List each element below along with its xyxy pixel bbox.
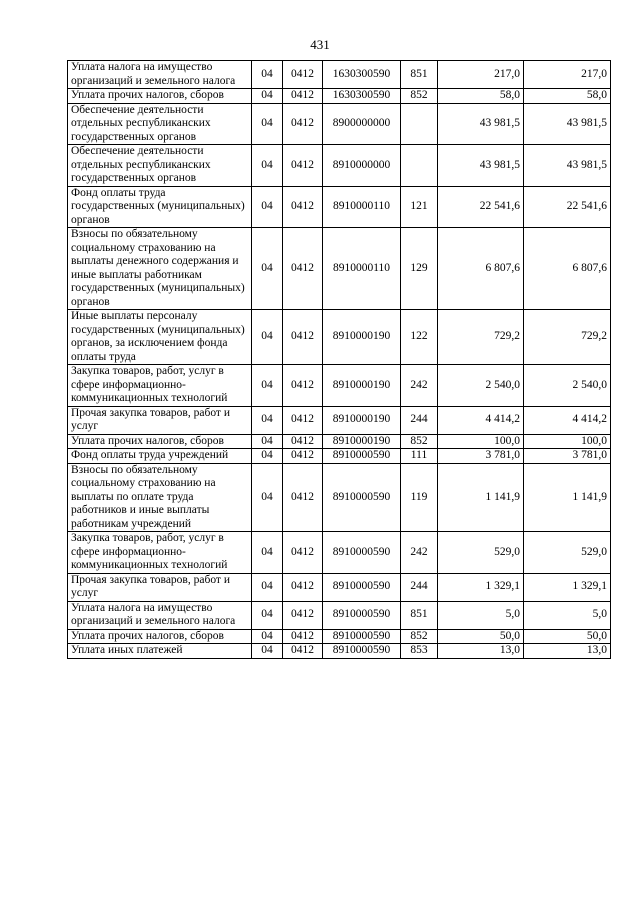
row-article-cell: 8910000190 <box>323 365 401 407</box>
row-name-cell: Иные выплаты персоналу государственных (муниципальных) органов, за исключением фонда оплаты труда <box>68 310 252 365</box>
row-subsection-cell: 0412 <box>283 228 323 310</box>
row-subsection-cell: 0412 <box>283 532 323 574</box>
row-name-cell: Уплата налога на имущество организаций и земельного налога <box>68 61 252 89</box>
row-subsection-cell: 0412 <box>283 103 323 145</box>
table-row <box>68 463 611 532</box>
row-sum1-cell: 729,2 <box>438 310 524 365</box>
table-row <box>68 145 611 187</box>
table-row <box>68 449 611 464</box>
row-section-cell: 04 <box>252 228 283 310</box>
row-sum1-cell: 100,0 <box>438 434 524 449</box>
row-sum1-cell: 50,0 <box>438 629 524 644</box>
table-row <box>68 573 611 601</box>
row-section-cell: 04 <box>252 573 283 601</box>
table-row <box>68 434 611 449</box>
row-article-cell: 8910000110 <box>323 228 401 310</box>
table-row <box>68 103 611 145</box>
row-section-cell: 04 <box>252 601 283 629</box>
row-sum2-cell: 4 414,2 <box>524 406 611 434</box>
row-kind-cell <box>401 103 438 145</box>
table-row <box>68 629 611 644</box>
row-kind-cell: 119 <box>401 463 438 532</box>
row-section-cell: 04 <box>252 532 283 574</box>
row-subsection-cell: 0412 <box>283 365 323 407</box>
row-sum2-cell: 100,0 <box>524 434 611 449</box>
row-sum1-cell: 3 781,0 <box>438 449 524 464</box>
row-section-cell: 04 <box>252 145 283 187</box>
row-name-cell: Фонд оплаты труда государственных (муниципальных) органов <box>68 186 252 228</box>
row-subsection-cell: 0412 <box>283 601 323 629</box>
table-row <box>68 644 611 659</box>
row-sum1-cell: 43 981,5 <box>438 103 524 145</box>
row-name-cell: Взносы по обязательному социальному страхованию на выплаты по оплате труда работников и иные выплаты работникам учреждений <box>68 463 252 532</box>
table-row <box>68 601 611 629</box>
row-article-cell: 8910000590 <box>323 573 401 601</box>
row-article-cell: 8910000590 <box>323 532 401 574</box>
row-sum2-cell: 529,0 <box>524 532 611 574</box>
row-article-cell: 8910000590 <box>323 463 401 532</box>
row-sum2-cell: 2 540,0 <box>524 365 611 407</box>
row-kind-cell: 242 <box>401 532 438 574</box>
row-article-cell: 8910000590 <box>323 449 401 464</box>
row-sum2-cell: 1 329,1 <box>524 573 611 601</box>
row-name-cell: Обеспечение деятельности отдельных республиканских государственных органов <box>68 103 252 145</box>
row-section-cell: 04 <box>252 61 283 89</box>
row-sum1-cell: 1 329,1 <box>438 573 524 601</box>
row-kind-cell: 242 <box>401 365 438 407</box>
row-kind-cell: 244 <box>401 406 438 434</box>
row-name-cell: Уплата прочих налогов, сборов <box>68 89 252 104</box>
row-article-cell: 8910000590 <box>323 601 401 629</box>
row-section-cell: 04 <box>252 406 283 434</box>
row-subsection-cell: 0412 <box>283 434 323 449</box>
row-kind-cell: 244 <box>401 573 438 601</box>
table-row <box>68 186 611 228</box>
row-section-cell: 04 <box>252 449 283 464</box>
row-article-cell: 8910000590 <box>323 644 401 659</box>
row-kind-cell: 852 <box>401 434 438 449</box>
row-sum1-cell: 6 807,6 <box>438 228 524 310</box>
row-article-cell: 8900000000 <box>323 103 401 145</box>
row-name-cell: Уплата прочих налогов, сборов <box>68 629 252 644</box>
row-kind-cell: 121 <box>401 186 438 228</box>
row-subsection-cell: 0412 <box>283 145 323 187</box>
row-kind-cell: 852 <box>401 89 438 104</box>
budget-table <box>67 60 611 659</box>
row-sum1-cell: 58,0 <box>438 89 524 104</box>
row-sum1-cell: 4 414,2 <box>438 406 524 434</box>
row-sum1-cell: 5,0 <box>438 601 524 629</box>
row-name-cell: Прочая закупка товаров, работ и услуг <box>68 573 252 601</box>
row-name-cell: Уплата иных платежей <box>68 644 252 659</box>
row-name-cell: Фонд оплаты труда учреждений <box>68 449 252 464</box>
row-sum2-cell: 217,0 <box>524 61 611 89</box>
row-section-cell: 04 <box>252 186 283 228</box>
row-name-cell: Уплата налога на имущество организаций и земельного налога <box>68 601 252 629</box>
row-kind-cell <box>401 145 438 187</box>
row-subsection-cell: 0412 <box>283 186 323 228</box>
row-sum2-cell: 3 781,0 <box>524 449 611 464</box>
row-subsection-cell: 0412 <box>283 463 323 532</box>
row-name-cell: Уплата прочих налогов, сборов <box>68 434 252 449</box>
row-article-cell: 1630300590 <box>323 89 401 104</box>
row-subsection-cell: 0412 <box>283 573 323 601</box>
row-subsection-cell: 0412 <box>283 449 323 464</box>
row-section-cell: 04 <box>252 463 283 532</box>
row-sum1-cell: 13,0 <box>438 644 524 659</box>
row-kind-cell: 851 <box>401 61 438 89</box>
row-sum2-cell: 43 981,5 <box>524 145 611 187</box>
row-sum2-cell: 50,0 <box>524 629 611 644</box>
table-row <box>68 406 611 434</box>
row-article-cell: 8910000190 <box>323 310 401 365</box>
row-kind-cell: 122 <box>401 310 438 365</box>
table-row <box>68 365 611 407</box>
row-sum2-cell: 729,2 <box>524 310 611 365</box>
row-article-cell: 8910000190 <box>323 434 401 449</box>
row-subsection-cell: 0412 <box>283 89 323 104</box>
table-row <box>68 61 611 89</box>
page-number: 431 <box>310 37 330 52</box>
row-sum1-cell: 529,0 <box>438 532 524 574</box>
row-sum1-cell: 217,0 <box>438 61 524 89</box>
row-name-cell: Обеспечение деятельности отдельных республиканских государственных органов <box>68 145 252 187</box>
table-row <box>68 89 611 104</box>
row-section-cell: 04 <box>252 103 283 145</box>
row-section-cell: 04 <box>252 365 283 407</box>
row-sum2-cell: 5,0 <box>524 601 611 629</box>
row-sum2-cell: 13,0 <box>524 644 611 659</box>
row-section-cell: 04 <box>252 644 283 659</box>
row-sum1-cell: 2 540,0 <box>438 365 524 407</box>
row-kind-cell: 111 <box>401 449 438 464</box>
row-subsection-cell: 0412 <box>283 644 323 659</box>
row-kind-cell: 853 <box>401 644 438 659</box>
table-row <box>68 310 611 365</box>
row-article-cell: 1630300590 <box>323 61 401 89</box>
row-section-cell: 04 <box>252 89 283 104</box>
row-name-cell: Закупка товаров, работ, услуг в сфере информационно-коммуникационных технологий <box>68 365 252 407</box>
row-article-cell: 8910000000 <box>323 145 401 187</box>
row-kind-cell: 851 <box>401 601 438 629</box>
row-name-cell: Прочая закупка товаров, работ и услуг <box>68 406 252 434</box>
budget-table-body <box>68 61 611 659</box>
row-sum2-cell: 1 141,9 <box>524 463 611 532</box>
row-article-cell: 8910000190 <box>323 406 401 434</box>
row-article-cell: 8910000590 <box>323 629 401 644</box>
row-sum1-cell: 1 141,9 <box>438 463 524 532</box>
row-section-cell: 04 <box>252 310 283 365</box>
row-sum2-cell: 43 981,5 <box>524 103 611 145</box>
table-row <box>68 228 611 310</box>
row-subsection-cell: 0412 <box>283 61 323 89</box>
row-subsection-cell: 0412 <box>283 629 323 644</box>
row-article-cell: 8910000110 <box>323 186 401 228</box>
row-name-cell: Закупка товаров, работ, услуг в сфере информационно-коммуникационных технологий <box>68 532 252 574</box>
row-section-cell: 04 <box>252 629 283 644</box>
table-row <box>68 532 611 574</box>
row-section-cell: 04 <box>252 434 283 449</box>
row-sum2-cell: 6 807,6 <box>524 228 611 310</box>
row-name-cell: Взносы по обязательному социальному страхованию на выплаты денежного содержания и иные выплаты работникам государственных (муниципальных) органов <box>68 228 252 310</box>
row-subsection-cell: 0412 <box>283 406 323 434</box>
row-sum2-cell: 58,0 <box>524 89 611 104</box>
row-kind-cell: 129 <box>401 228 438 310</box>
row-subsection-cell: 0412 <box>283 310 323 365</box>
row-kind-cell: 852 <box>401 629 438 644</box>
row-sum2-cell: 22 541,6 <box>524 186 611 228</box>
row-sum1-cell: 43 981,5 <box>438 145 524 187</box>
row-sum1-cell: 22 541,6 <box>438 186 524 228</box>
